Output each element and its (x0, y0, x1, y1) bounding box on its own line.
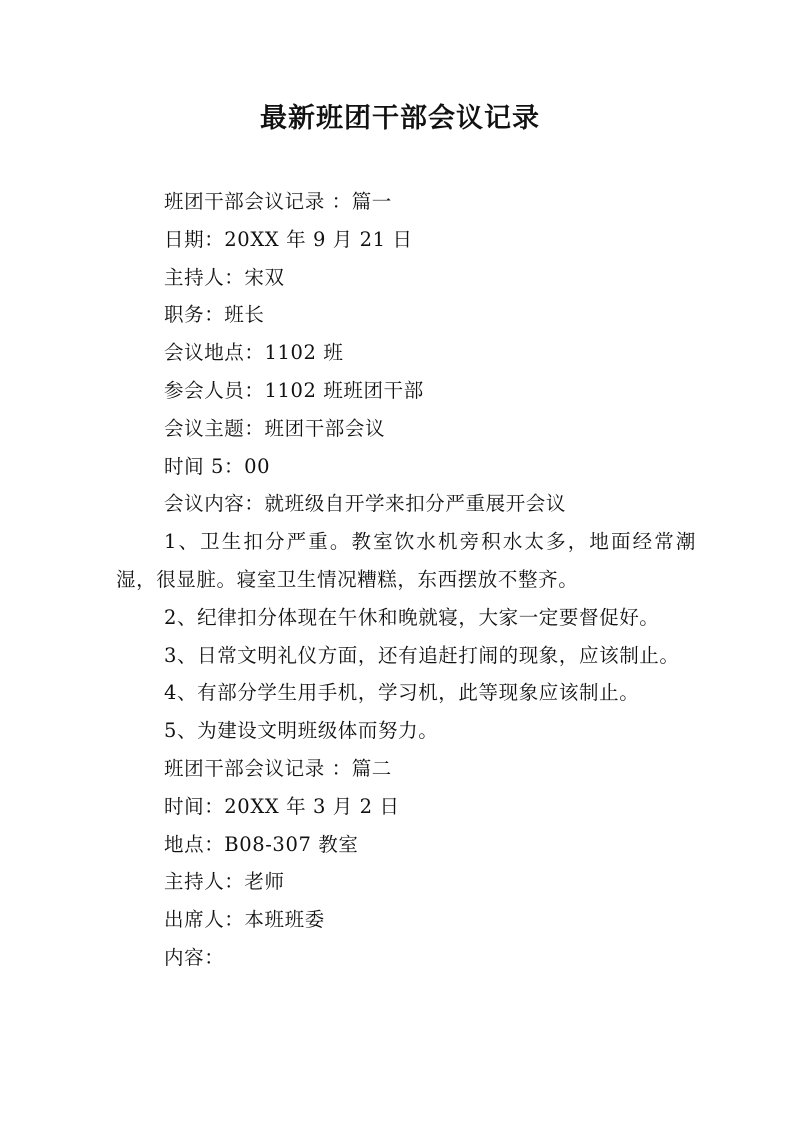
paragraph-content-2: 内容： (164, 945, 225, 969)
document-title: 最新班团干部会议记录 (260, 103, 540, 134)
document-body (116, 183, 696, 977)
paragraph-item-3: 3、日常文明礼仪方面，还有追赶打闹的现象，应该制止。 (164, 643, 680, 667)
paragraph-date: 日期：20XX 年 9 月 21 日 (164, 227, 413, 251)
paragraph-time: 时间 5：00 (164, 454, 271, 478)
paragraph-item-4: 4、有部分学生用手机，学习机，此等现象应该制止。 (164, 681, 640, 705)
paragraph-item-2: 2、纪律扣分体现在午休和晚就寝，大家一定要督促好。 (164, 605, 660, 629)
paragraph-host: 主持人：宋双 (164, 265, 285, 289)
paragraph-location: 会议地点：1102 班 (164, 341, 344, 365)
paragraph-content: 会议内容：就班级自开学来扣分严重展开会议 (164, 492, 567, 516)
paragraph-item-5: 5、为建设文明班级体而努力。 (164, 719, 439, 743)
paragraph-time-2: 时间：20XX 年 3 月 2 日 (164, 794, 400, 818)
paragraph-section-heading-1: 班团干部会议记录 ：篇一 (164, 190, 392, 213)
paragraph-location-2: 地点：B08-307 教室 (164, 832, 359, 856)
paragraph-topic: 会议主题：班团干部会议 (164, 416, 386, 440)
paragraph-section-heading-2: 班团干部会议记录 ：篇二 (164, 756, 392, 780)
paragraph-attendees: 参会人员：1102 班班团干部 (164, 378, 424, 402)
paragraph-item-1: 1、卫生扣分严重。教室饮水机旁积水太多，地面经常潮湿，很显脏。寝室卫生情况糟糕，东西摆放不整齐。 (116, 530, 696, 591)
paragraph-position: 职务：班长 (164, 303, 265, 327)
paragraph-attendees-2: 出席人：本班班委 (164, 908, 325, 932)
paragraph-host-2: 主持人：老师 (164, 870, 285, 894)
